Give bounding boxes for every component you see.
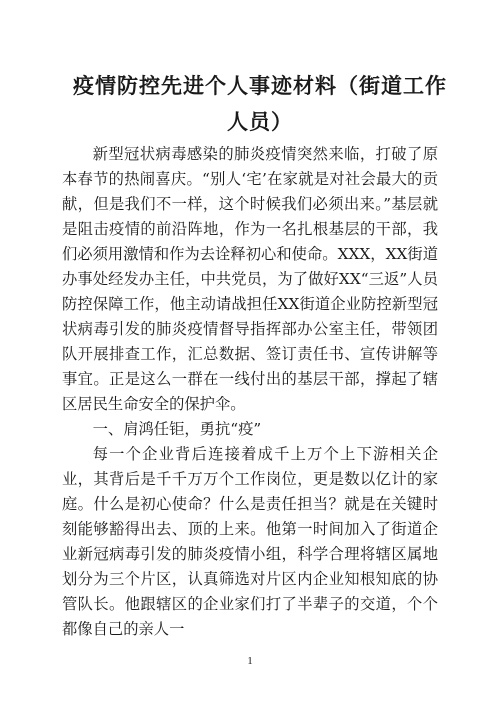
document-title: 疫情防控先进个人事迹材料（街道工作人员） [73,73,447,134]
section-heading: 一、肩鸿任钜，勇抗“疫” [92,420,262,438]
paragraph-intro: 新型冠状病毒感染的肺炎疫情突然来临，打破了原本春节的热闹喜庆。“别人‘宅’在家就是对社会最大的贡献，但是我们不一样，这个时候我们必须出来。”基层就是阻击疫情的前沿阵地，作为一名扎根基层的干部，我们必须用激情和作为去诠释初心和使命。XXX，XX街道办事处经发办主任，中共党员，为了做好XX“三返”人员防控保障工作，他主动请战担任XX街道企业防控新型冠状病毒引发的肺炎疫情督导指挥部办公室主任，带领团队开展排查工作，汇总数据、签订责任书、宣传讲解等事宜。正是这么一群在一线付出的基层干部，撑起了辖区居民生命安全的保护伞。 [62,145,438,413]
document-body [62,142,438,642]
paragraph-section-1: 每一个企业背后连接着成千上万个上下游相关企业，其背后是千千万万个工作岗位，更是数以亿计的家庭。什么是初心使命？什么是责任担当？就是在关键时刻能够豁得出去、顶的上来。他第一时间加入了街道企业新冠病毒引发的肺炎疫情小组，科学合理将辖区属地划分为三个片区，认真筛选对片区内企业知根知底的协管队长。他跟辖区的企业家们打了半辈子的交道，个个都像自己的亲人一 [62,445,438,638]
page-number: 1 [247,655,253,667]
